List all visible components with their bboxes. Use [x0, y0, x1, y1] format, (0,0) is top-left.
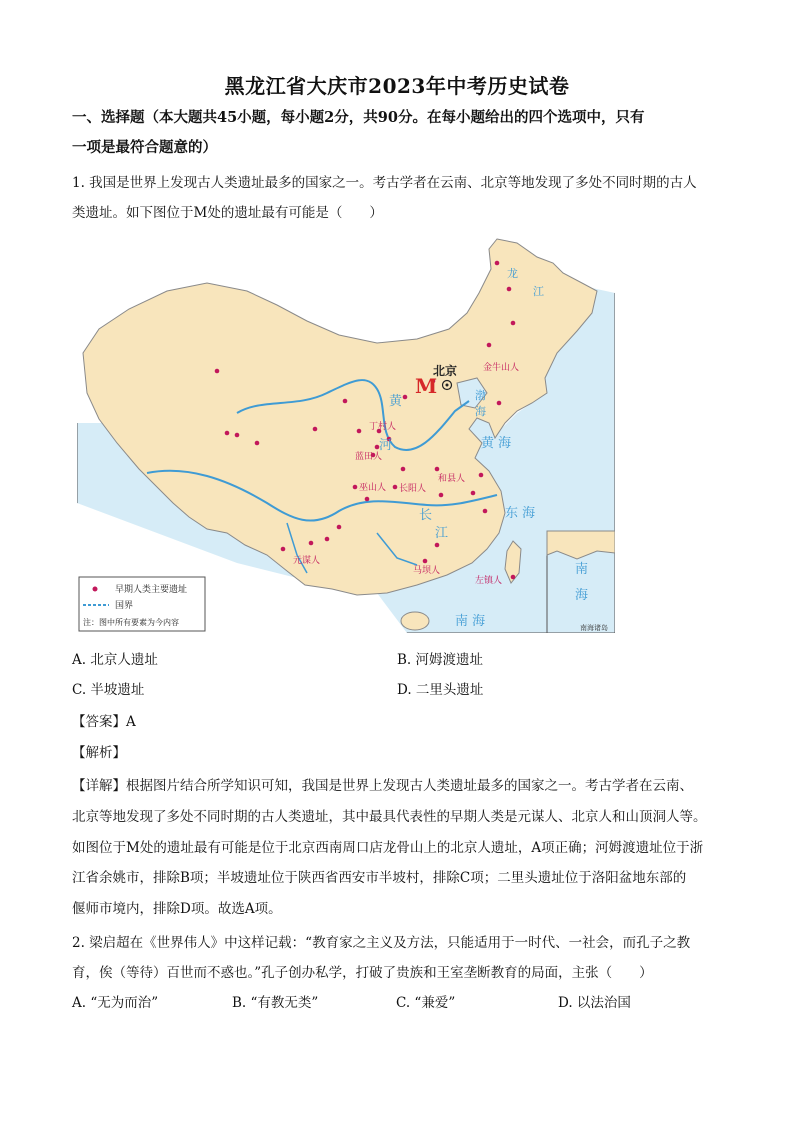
q1-answer: 【答案】A — [72, 714, 136, 730]
q2-stem-line1: 2. 梁启超在《世界伟人》中这样记载：“教育家之主义及方法，只能适用于一时代、一社会，而孔子之教 — [72, 935, 691, 951]
sea-label-hai: 海 — [475, 405, 486, 418]
section-header-line1: 一、选择题（本大题共45小题，每小题2分，共90分。在每小题给出的四个选项中，只有 — [72, 109, 645, 126]
q1-option-c: C. 半坡遗址 — [72, 682, 145, 698]
q2-option-b: B. “有教无类” — [232, 995, 319, 1011]
river-label-huang: 黄 — [389, 394, 403, 409]
q1-stem-line1: 1. 我国是世界上发现古人类遗址最多的国家之一。考古学者在云南、北京等地发现了多处不同时期的古人 — [72, 175, 697, 191]
q2-stem-line2: 育，俟（等待）百世而不惑也。”孔子创办私学，打破了贵族和王室垄断教育的局面，主张（ ） — [72, 965, 653, 981]
q1-detail-line4: 江省余姚市，排除B项；半坡遗址位于陕西省西安市半坡村，排除C项；二里头遗址位于洛阳盆地东部的 — [72, 870, 687, 886]
inset-sea-label-1: 南 — [575, 562, 589, 577]
sea-label-huanghai: 黄 海 — [481, 436, 512, 451]
legend-site-label: 早期人类主要遗址 — [115, 585, 188, 595]
china-map-figure — [77, 233, 615, 633]
site-label-wushan: 巫山人 — [359, 483, 387, 493]
sea-label-donghai: 东 海 — [505, 506, 536, 521]
q1-analysis-label: 【解析】 — [72, 745, 126, 761]
q1-detail-line1: 【详解】根据图片结合所学知识可知，我国是世界上发现古人类遗址最多的国家之一。考古学者在云南、 — [72, 778, 693, 794]
river-label-jiang: 江 — [435, 526, 449, 541]
site-label-yuanmou: 元谋人 — [293, 556, 321, 566]
site-label-jinniushan: 金牛山人 — [483, 363, 520, 373]
river-label-chang: 长 — [419, 508, 433, 523]
q2-option-c: C. “兼爱” — [396, 995, 456, 1011]
site-label-hexian: 和县人 — [438, 474, 466, 484]
legend-note: 注：图中所有要素为今内容 — [83, 618, 179, 627]
q1-detail-line2: 北京等地发现了多处不同时期的古人类遗址，其中最具代表性的早期人类是元谋人、北京人和山顶洞人等。 — [72, 809, 707, 825]
river-label-long: 龙 — [507, 267, 518, 280]
inset-label: 南海诸岛 — [580, 624, 608, 632]
site-label-zuozhen: 左镇人 — [475, 576, 503, 586]
legend-site-icon — [93, 587, 98, 592]
m-marker: M — [415, 374, 438, 398]
sea-label-bo: 渤 — [475, 389, 486, 402]
inset-sea-label-2: 海 — [575, 588, 589, 603]
q1-option-a: A. 北京人遗址 — [72, 652, 158, 668]
q1-detail-line5: 偃师市境内，排除D项。故选A项。 — [72, 901, 282, 917]
site-label-lantian: 蓝田人 — [355, 452, 383, 462]
q1-detail-line3: 如图位于M处的遗址最有可能是位于北京西南周口店龙骨山上的北京人遗址，A项正确；河姆渡遗址位于浙 — [72, 840, 704, 856]
site-label-changyang: 长阳人 — [399, 484, 427, 494]
q1-stem-line2: 类遗址。如下图位于M处的遗址最有可能是（ ） — [72, 205, 383, 221]
site-label-dingcun: 丁村人 — [369, 422, 397, 432]
q2-option-d: D. 以法治国 — [558, 995, 631, 1011]
q1-option-d: D. 二里头遗址 — [397, 682, 484, 698]
river-label-he: 河 — [379, 438, 393, 453]
beijing-label: 北京 — [433, 364, 458, 378]
river-label-long-jiang: 江 — [533, 285, 544, 298]
sea-label-nanhai: 南 海 — [455, 614, 486, 629]
legend-border-label: 国界 — [115, 601, 134, 611]
section-header-line2: 一项是最符合题意的） — [72, 139, 217, 156]
q1-option-b: B. 河姆渡遗址 — [397, 652, 484, 668]
hainan-island — [401, 612, 429, 630]
site-label-maba: 马坝人 — [413, 566, 441, 576]
page-title: 黑龙江省大庆市2023年中考历史试卷 — [224, 74, 570, 98]
q2-option-a: A. “无为而治” — [72, 995, 159, 1011]
